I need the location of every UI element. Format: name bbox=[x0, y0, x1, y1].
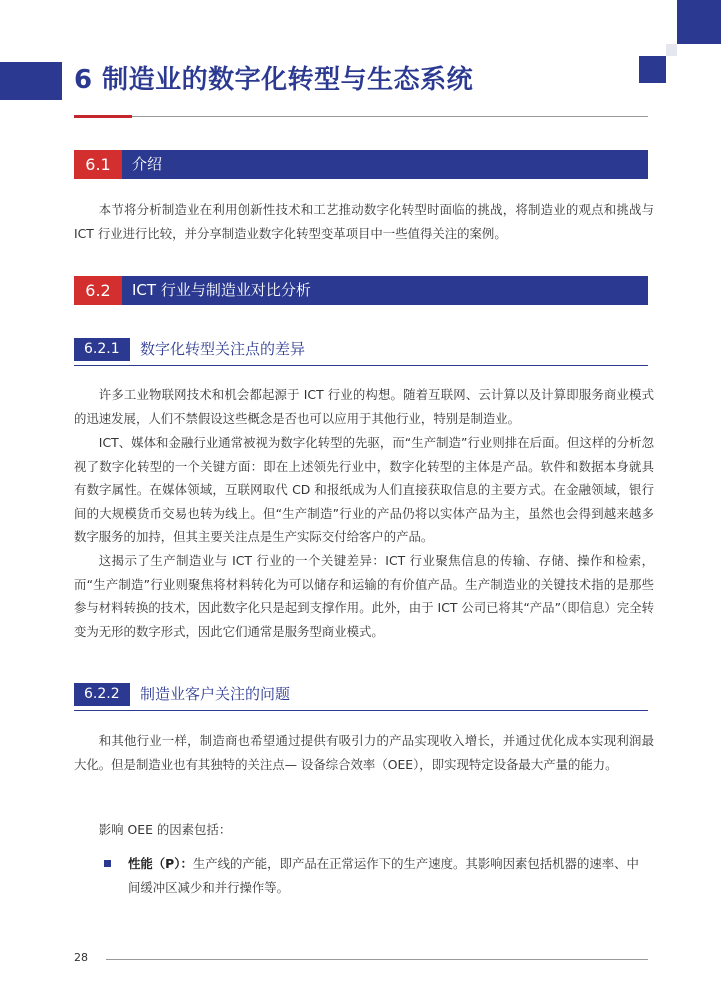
subsection-number: 6.2.1 bbox=[74, 338, 130, 361]
bullet-body: 生产线的产能，即产品在正常运作下的生产速度。其影响因素包括机器的速率、中间缓冲区减少和并行操作等。 bbox=[128, 856, 639, 895]
title-divider-accent bbox=[74, 115, 132, 118]
corner-square-light bbox=[666, 44, 677, 56]
corner-square-top bbox=[677, 0, 721, 44]
subsection-divider bbox=[74, 710, 648, 711]
title-divider bbox=[74, 116, 648, 117]
bullet-term: 性能（P）： bbox=[128, 856, 193, 871]
chapter-accent-bar bbox=[0, 62, 62, 100]
page-number: 28 bbox=[74, 951, 88, 964]
footer-divider bbox=[106, 959, 648, 960]
corner-square-bottom bbox=[639, 56, 666, 83]
subsection-header-6-2-1 bbox=[74, 338, 648, 366]
body-paragraph: 影响 OEE 的因素包括： bbox=[98, 822, 232, 837]
section-header-6-2 bbox=[74, 276, 648, 305]
body-paragraph: 这揭示了生产制造业与 ICT 行业的一个关键差异：ICT 行业聚焦信息的传输、存储、操作和检索，而“生产制造”行业则聚焦将材料转化为可以储存和运输的有价值产品。生产制造业的关键技术指的是那些参与材料转换的技术，因此数字化只是起到支撑作用。此外，由于 ICT 公司已将其“产品”（即信息）完全转变为无形的数字形式，因此它们通常是服务型商业模式。 bbox=[74, 553, 654, 639]
section-number: 6.2 bbox=[74, 276, 122, 305]
section-number: 6.1 bbox=[74, 150, 122, 179]
subsection-title: 制造业客户关注的问题 bbox=[140, 685, 291, 703]
section-header-6-1 bbox=[74, 150, 648, 179]
chapter-title: 6 制造业的数字化转型与生态系统 bbox=[74, 65, 474, 95]
subsection-header-6-2-2 bbox=[74, 683, 648, 711]
section-title: ICT 行业与制造业对比分析 bbox=[132, 281, 311, 299]
bullet-square-icon bbox=[104, 860, 111, 867]
body-paragraph: 许多工业物联网技术和机会都起源于 ICT 行业的构想。随着互联网、云计算以及计算即服务商业模式的迅速发展，人们不禁假设这些概念是否也可以应用于其他行业，特别是制造业。 bbox=[74, 387, 654, 426]
subsection-title: 数字化转型关注点的差异 bbox=[140, 340, 306, 358]
intro-paragraph: 本节将分析制造业在利用创新性技术和工艺推动数字化转型时面临的挑战，将制造业的观点和挑战与 ICT 行业进行比较，并分享制造业数字化转型变革项目中一些值得关注的案例。 bbox=[74, 202, 654, 241]
bullet-item bbox=[128, 852, 648, 899]
body-paragraph: ICT、媒体和金融行业通常被视为数字化转型的先驱，而“生产制造”行业则排在后面。但这样的分析忽视了数字化转型的一个关键方面：即在上述领先行业中，数字化转型的主体是产品。软件和数据本身就具有数字属性。在媒体领域，互联网取代 CD 和报纸成为人们直接获取信息的主要方式。在金融领域，银行间的大规模货币交易也转为线上。但“生产制造”行业的产品仍将以实体产品为主，虽然也会得到越来越多数字服务的加持，但其主要关注点是生产实际交付给客户的产品。 bbox=[74, 435, 654, 544]
section-title: 介绍 bbox=[132, 155, 163, 173]
body-paragraph: 和其他行业一样，制造商也希望通过提供有吸引力的产品实现收入增长，并通过优化成本实现利润最大化。但是制造业也有其独特的关注点— 设备综合效率（OEE），即实现特定设备最大产量的能力。 bbox=[74, 733, 654, 772]
subsection-divider bbox=[74, 365, 648, 366]
subsection-number: 6.2.2 bbox=[74, 683, 130, 706]
